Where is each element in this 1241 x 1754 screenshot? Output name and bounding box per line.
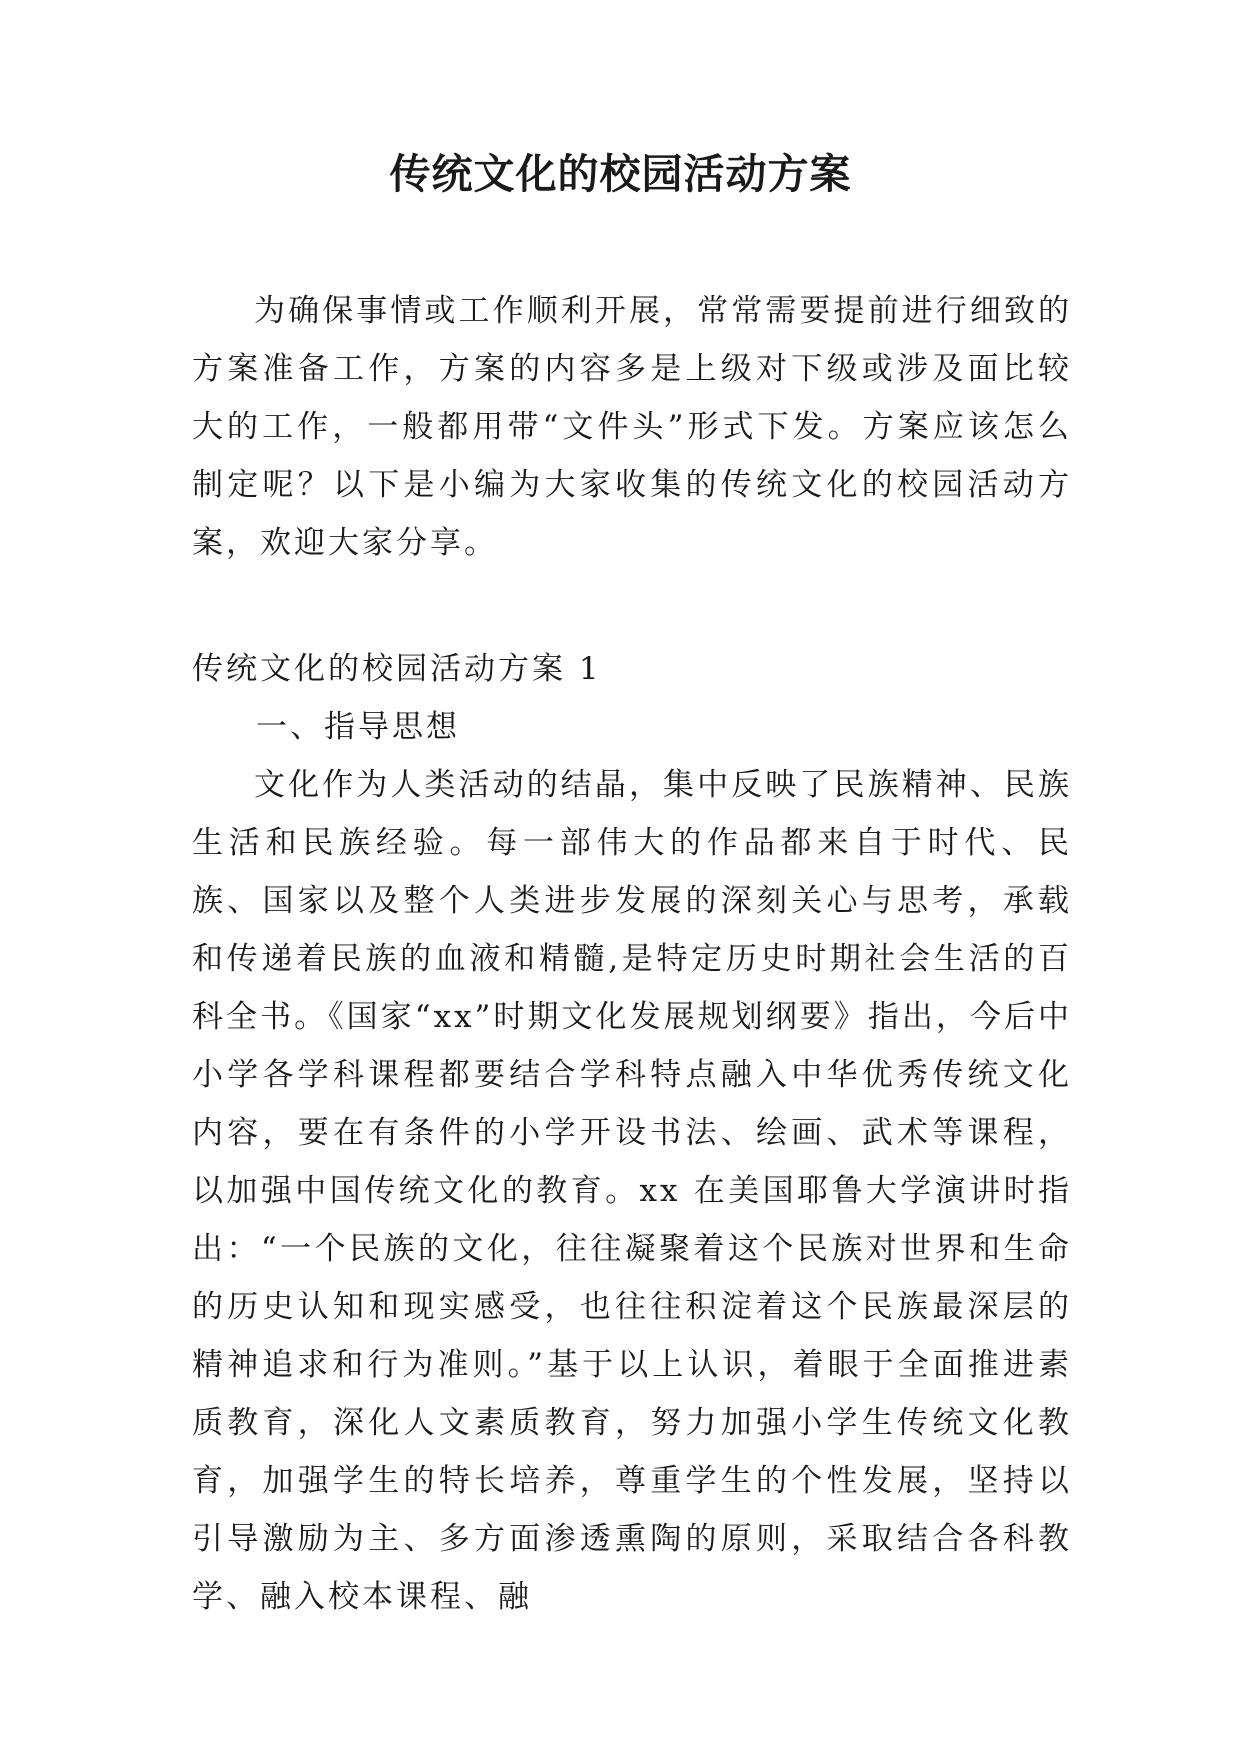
intro-paragraph: 为确保事情或工作顺利开展，常常需要提前进行细致的方案准备工作，方案的内容多是上级对下级或涉及面比较大的工作，一般都用带“文件头”形式下发。方案应该怎么制定呢？以下是小编为大家收集的传统文化的校园活动方案，欢迎大家分享。 bbox=[192, 293, 1072, 561]
document-title: 传统文化的校园活动方案 bbox=[389, 150, 852, 198]
subheading-guiding-ideology: 一、指导思想 bbox=[256, 709, 460, 745]
body-paragraph: 文化作为人类活动的结晶，集中反映了民族精神、民族生活和民族经验。每一部伟大的作品都来自于时代、民族、国家以及整个人类进步发展的深刻关心与思考，承载和传递着民族的血液和精髓,是特定历史时期社会生活的百科全书。《国家“xx”时期文化发展规划纲要》指出，今后中小学各学科课程都要结合学科特点融入中华优秀传统文化内容，要在有条件的小学开设书法、绘画、武术等课程，以加强中国传统文化的教育。xx 在美国耶鲁大学演讲时指出：“一个民族的文化，往往凝聚着这个民族对世界和生命的历史认知和现实感受，也往往积淀着这个民族最深层的精神追求和行为准则。”基于以上认识，着眼于全面推进素质教育，深化人文素质教育，努力加强小学生传统文化教育，加强学生的特长培养，尊重学生的个性发展，坚持以引导激励为主、多方面渗透熏陶的原则，采取结合各科教学、融入校本课程、融 bbox=[192, 767, 1072, 1615]
section-title: 传统文化的校园活动方案 1 bbox=[192, 651, 602, 687]
body-section bbox=[192, 756, 1072, 1626]
intro-section bbox=[192, 282, 1072, 572]
